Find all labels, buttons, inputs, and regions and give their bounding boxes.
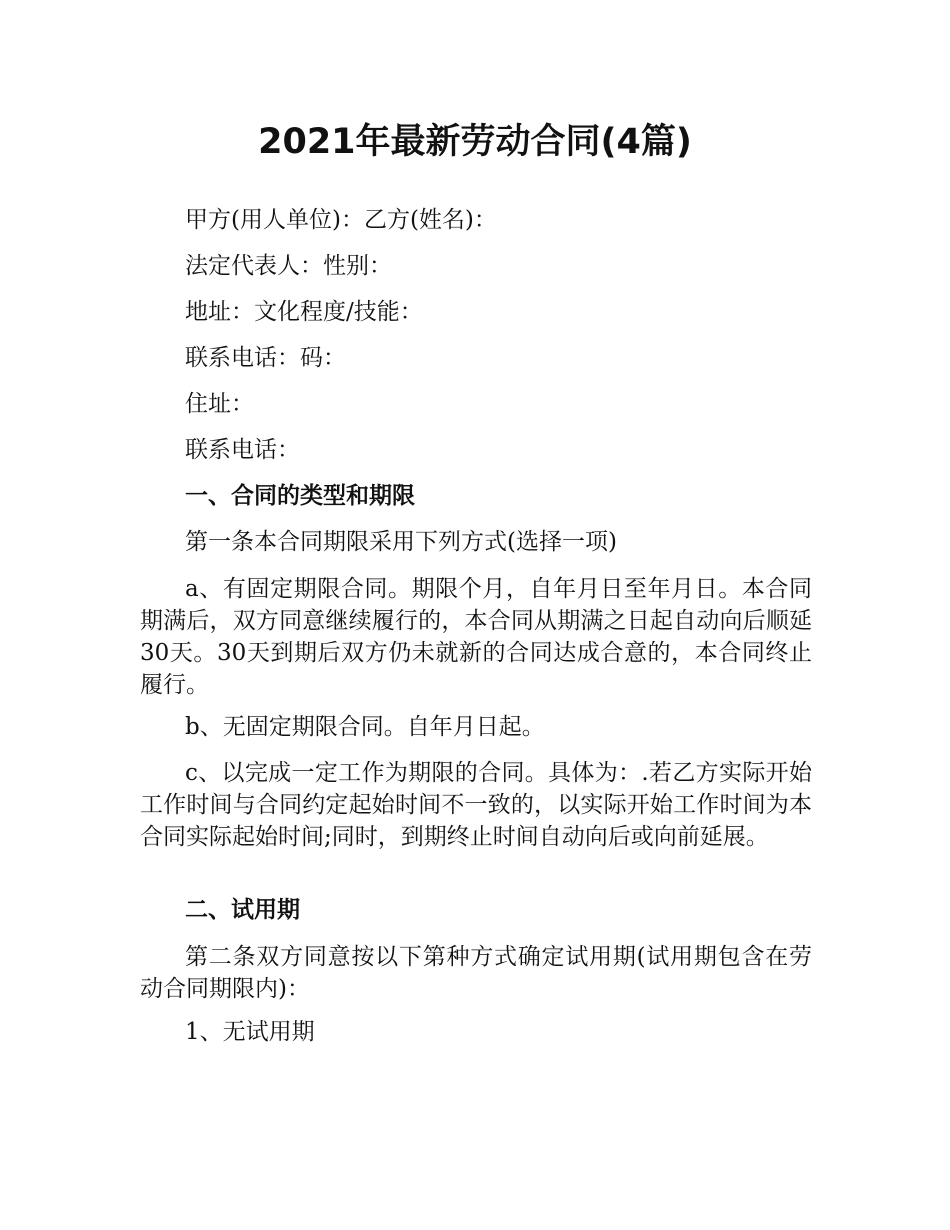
paragraph-item-b: b、无固定期限合同。自年月日起。 bbox=[185, 714, 545, 740]
article-one: 第一条本合同期限采用下列方式(选择一项) bbox=[185, 529, 617, 555]
paragraph-item-1: 1、无试用期 bbox=[185, 1019, 315, 1045]
section-heading-probation: 二、试用期 bbox=[185, 897, 300, 923]
paragraph-item-c: c、以完成一定工作为期限的合同。具体为：.若乙方实际开始工作时间与合同约定起始时间不一致的，以实际开始工作时间为本合同实际起始时间;同时，到期终止时间自动向后或向前延展。 bbox=[140, 760, 812, 850]
party-line-residence: 住址： bbox=[185, 391, 254, 417]
party-line-address: 地址：文化程度/技能： bbox=[185, 299, 423, 325]
party-line-employer-employee: 甲方(用人单位)：乙方(姓名)： bbox=[185, 207, 497, 233]
party-line-legal-rep: 法定代表人：性别： bbox=[185, 253, 392, 279]
article-two: 第二条双方同意按以下第种方式确定试用期(试用期包含在劳动合同期限内)： bbox=[140, 944, 812, 1002]
party-line-contact-phone: 联系电话： bbox=[185, 437, 300, 463]
paragraph-item-a: a、有固定期限合同。期限个月，自年月日至年月日。本合同期满后，双方同意继续履行的，本合同从期满之日起自动向后顺延30天。30天到期后双方仍未就新的合同达成合意的，本合同终止履行。 bbox=[140, 576, 812, 698]
party-line-phone: 联系电话：码： bbox=[185, 345, 346, 371]
section-heading-contract-type: 一、合同的类型和期限 bbox=[185, 483, 415, 509]
document-title: 2021年最新劳动合同(4篇) bbox=[258, 122, 692, 162]
